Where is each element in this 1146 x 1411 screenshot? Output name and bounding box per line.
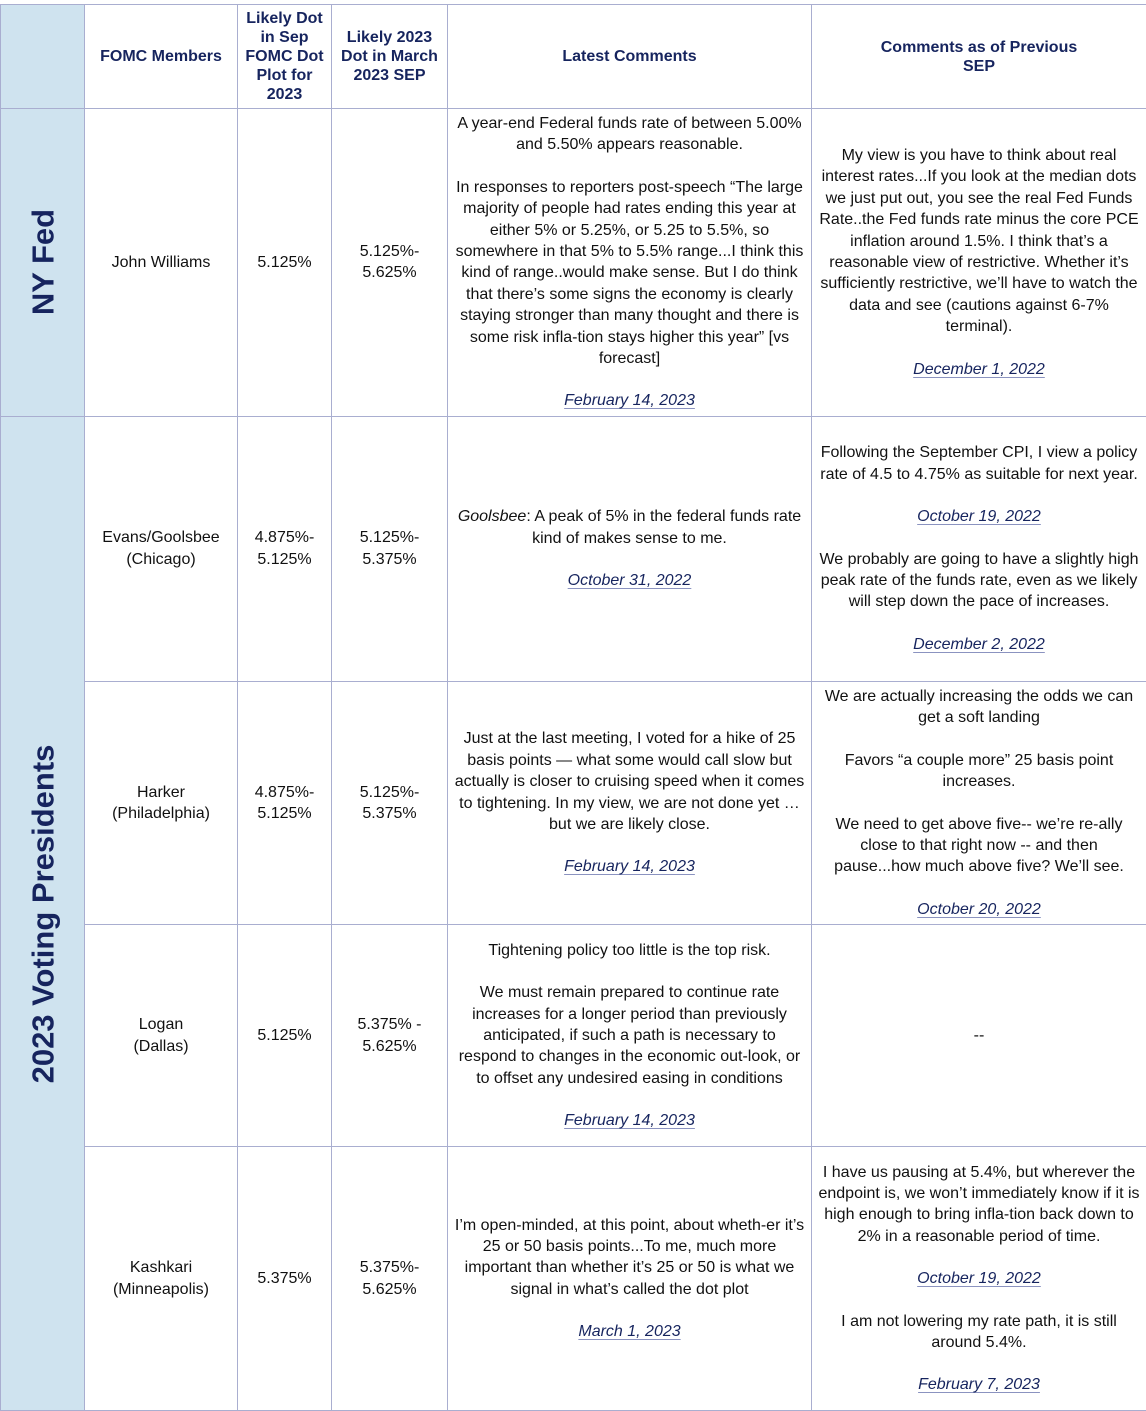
comment-date-link[interactable]: March 1, 2023 (578, 1321, 680, 1342)
member-name: Harker (Philadelphia) (85, 681, 238, 924)
member-name: Logan (Dallas) (85, 925, 238, 1147)
comment-text: My view is you have to think about real interest rates...If you look at the median dots we just put out, you see the real Fed Funds Rate..the Fed funds rate minus the core PCE inflation around 1.5%. I think that’s a reasonable view of restrictive. Whether it’s sufficiently restrictive, we’ll have to watch the data and see (cautions against 6-7% terminal). (818, 145, 1140, 338)
comment-date-link[interactable]: October 31, 2022 (568, 570, 692, 591)
member-name: Kashkari (Minneapolis) (85, 1147, 238, 1411)
comment-date-link[interactable]: October 20, 2022 (917, 899, 1041, 920)
comment-date-link[interactable]: February 14, 2023 (564, 856, 695, 877)
comment-text: A year-end Federal funds rate of between 5.00% and 5.50% appears reasonable. (454, 113, 805, 156)
sep-dot-value: 5.375% (238, 1147, 332, 1411)
march-dot-value: 5.125%- 5.625% (332, 109, 448, 417)
comment-text: We must remain prepared to continue rate increases for a longer period than previously anticipated, if such a path is necessary to respond to changes in the economic out-look, or to offset any undesired easing in conditions (454, 982, 805, 1089)
header-latest-comments: Latest Comments (448, 5, 812, 109)
latest-comments-cell (448, 681, 812, 924)
comment-text: We probably are going to have a slightly high peak rate of the funds rate, even as we likely will step down the pace of increases. (818, 549, 1140, 613)
comment-block (818, 686, 1140, 920)
comment-date-link[interactable]: February 14, 2023 (564, 390, 695, 411)
header-row (1, 5, 1146, 109)
sep-dot-value: 4.875%- 5.125% (238, 416, 332, 681)
header-sep-dot: Likely Dot in Sep FOMC Dot Plot for 2023 (238, 5, 332, 109)
march-dot-value: 5.375%- 5.625% (332, 1147, 448, 1411)
table-row (1, 681, 1146, 924)
comment-block (454, 506, 805, 591)
member-name: Evans/Goolsbee (Chicago) (85, 416, 238, 681)
header-members: FOMC Members (85, 5, 238, 109)
sep-dot-value: 4.875%- 5.125% (238, 681, 332, 924)
fomc-comments-table (0, 4, 1146, 1411)
comment-text: We need to get above five-- we’re re-ally close to that right now -- and then pause...how much above five? We’ll see. (818, 814, 1140, 878)
comment-text: Goolsbee: A peak of 5% in the federal funds rate kind of makes sense to me. (454, 506, 805, 549)
comment-date-link[interactable]: December 2, 2022 (913, 634, 1045, 655)
comment-text: Following the September CPI, I view a policy rate of 4.5 to 4.75% as suitable for next year. (818, 442, 1140, 485)
march-dot-value: 5.125%- 5.375% (332, 681, 448, 924)
comment-date-link[interactable]: December 1, 2022 (913, 359, 1045, 380)
comment-date-link[interactable]: February 7, 2023 (918, 1374, 1040, 1395)
previous-comments-cell (812, 416, 1146, 681)
march-dot-value: 5.375% - 5.625% (332, 925, 448, 1147)
comment-text: We are actually increasing the odds we can get a soft landing (818, 686, 1140, 729)
member-name: John Williams (85, 109, 238, 417)
comment-block (818, 1162, 1140, 1290)
comment-block (818, 145, 1140, 380)
latest-comments-cell (448, 925, 812, 1147)
comment-text: Favors “a couple more” 25 basis point increases. (818, 750, 1140, 793)
previous-comments-cell (812, 1147, 1146, 1411)
comment-text: I’m open-minded, at this point, about wheth-er it’s 25 or 50 basis points...To me, much more important than whether it’s 25 or 50 is what we signal in what’s called the dot plot (454, 1215, 805, 1301)
latest-comments-cell (448, 1147, 812, 1411)
comment-text: Tightening policy too little is the top risk. (454, 940, 805, 961)
comment-text: Just at the last meeting, I voted for a hike of 25 basis points — what some would call slow but actually is closer to cruising speed when it comes to tightening. In my view, we are not done yet … but we are likely close. (454, 728, 805, 835)
group-header-blank (1, 5, 85, 109)
sep-dot-value: 5.125% (238, 925, 332, 1147)
table-row (1, 1147, 1146, 1411)
comment-block (818, 442, 1140, 527)
previous-comments-cell (812, 109, 1146, 417)
comment-block (818, 1311, 1140, 1396)
table-row (1, 109, 1146, 417)
header-previous-comments: Comments as of Previous SEP (812, 5, 1146, 109)
comment-block (454, 728, 805, 877)
comment-date-link[interactable]: October 19, 2022 (917, 1268, 1041, 1289)
table-row (1, 416, 1146, 681)
comment-text: I have us pausing at 5.4%, but wherever the endpoint is, we won’t immediately know if it is high enough to bring infla-tion back down to 2% in a reasonable period of time. (818, 1162, 1140, 1248)
previous-comments-cell (812, 681, 1146, 924)
group-label-voting-presidents: 2023 Voting Presidents (1, 416, 85, 1410)
comment-block (818, 1025, 1140, 1046)
table-row (1, 925, 1146, 1147)
comment-block (818, 549, 1140, 656)
group-label-ny-fed: NY Fed (1, 109, 85, 417)
comment-block (454, 113, 805, 412)
march-dot-value: 5.125%- 5.375% (332, 416, 448, 681)
speaker-name: Goolsbee (458, 508, 527, 525)
comment-date-link[interactable]: October 19, 2022 (917, 506, 1041, 527)
header-march-dot: Likely 2023 Dot in March 2023 SEP (332, 5, 448, 109)
comment-block (454, 940, 805, 1132)
comment-block (454, 1215, 805, 1343)
latest-comments-cell (448, 416, 812, 681)
previous-comments-cell (812, 925, 1146, 1147)
sep-dot-value: 5.125% (238, 109, 332, 417)
comment-text: -- (818, 1025, 1140, 1046)
latest-comments-cell (448, 109, 812, 417)
comment-text: In responses to reporters post-speech “The large majority of people had rates ending this year at either 5% or 5.25%, or 5.25 to 5.5%, so somewhere in that 5% to 5.5% range...I think this kind of range..would make sense. But I do think that there’s some signs the economy is clearly staying stronger than many thought and there is some risk infla-tion stays higher this year” [vs forecast] (454, 177, 805, 370)
comment-date-link[interactable]: February 14, 2023 (564, 1110, 695, 1131)
comment-text: I am not lowering my rate path, it is still around 5.4%. (818, 1311, 1140, 1354)
